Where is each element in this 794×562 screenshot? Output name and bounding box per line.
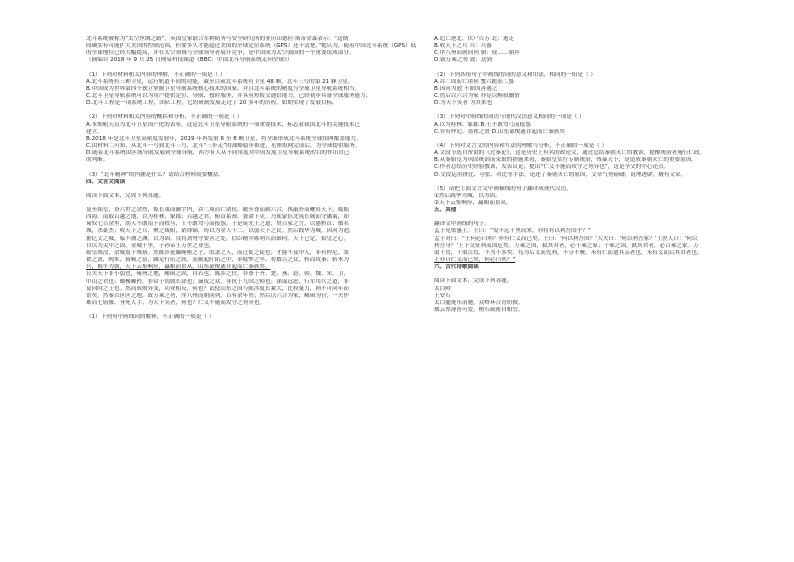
text-line: 太白巃嵸东南驰，众岭环合青纷披。	[434, 299, 524, 306]
text-line: C.然后以六合为家 亦足以畅叙幽情	[434, 93, 520, 100]
text-line: A.吞二周而亡诸侯 蟹六跪而二螯	[434, 78, 515, 85]
text-line: 翟之贤，陶朱、猗顿之富；蹑足行伍之间，而倔起阡陌之中，率疲弊之卒，将数百之众，转而攻秦；斩木为	[86, 257, 349, 264]
text-line: 兵，揭竿为旗，天下云集响应，赢粮而景从。山东豪俊遂并起而亡秦族矣。	[86, 264, 271, 271]
text-line: （4）下列对文言文的内容和写法的理解与分析，不正确的一项是（ ）	[434, 142, 608, 149]
spacer	[434, 107, 764, 114]
text-line: D.随着北斗系统由区域导航发展到全球导航，西方有人从不同角度对中国发展卫星导航系统的目的作出自己	[86, 150, 350, 157]
text-line: B.中国成为世界第四个独立掌握卫星导航系统核心技术的国家，并且北斗系统的精度与全球卫星导航系统相当。	[86, 85, 361, 92]
right-column	[434, 36, 764, 314]
text-line: ①然后践华为城，以为固。	[434, 192, 501, 199]
text-line: 据亿丈之城，临不测之渊，以为固。良将劲弩守要害之处，信臣精卒陈利兵而谁何。天下已定，始皇之心，	[86, 235, 349, 242]
text-line: D.为天下笑者 为其来也	[434, 100, 493, 107]
text-line: A.北斗系统有三种卫星，运行轨道不同的功能，截至目前北斗系统有卫星 48 颗，北斗三号的第 21 颗卫星。	[86, 78, 354, 85]
left-column	[86, 36, 416, 321]
text-line: 间确实有可能扩大美国的控制范围，但要多久才能超过美国的全球定位系统（GPS）还不清楚。”她认为，随着中国北斗系统（GPS）低	[86, 43, 416, 50]
spacer	[86, 186, 416, 193]
text-line: 难而七庙隳，身死人手，为天下笑者，何也？仁义不施而攻守之势异也。	[86, 300, 266, 306]
text-line: 孟子见梁惠王。王曰：“叟不远千里而来，亦将有以利吾国乎？”	[434, 228, 591, 235]
spacer	[434, 65, 764, 72]
text-line: B.因河为池 不如因善遇之	[434, 85, 498, 92]
text-line: 王亦曰仁义而已矣，何必曰利？”	[434, 257, 516, 264]
text-line: 自以为关中之固，金城千里，子孙帝王万世之业也。	[86, 242, 215, 249]
text-line: 烟云厚薄皆可爱，树石疏密自相宜。	[434, 307, 524, 313]
text-line: C.非有仲尼、墨翟之贤 D.山东豪俊遂并起而亡秦族矣	[434, 128, 566, 135]
text-line: 的全球地位已经大幅提高，并在太空领域与全球领导者展开竞争，是中国成为太空强国的一个重要组成部分。	[86, 50, 355, 57]
text-line: （2）下列对材料相关内容的概括和分析，不正确的一项是（ ）	[86, 114, 243, 121]
section-heading: 四、文言文阅读	[86, 178, 126, 185]
text-line: （摘编自 2018 年 9 月 25 日网易科技频道《BBC：中国北斗导航系统走向全球》）	[86, 57, 293, 64]
spacer	[434, 214, 764, 221]
text-line: （1）下列对材料相关内容的理解，不正确的一项是（ ）	[86, 71, 226, 78]
spacer	[434, 136, 764, 143]
text-line: 建立。	[86, 128, 103, 135]
text-line: 匈奴七百余里，胡人不敢南下而牧马，士不敢弯弓而报怨。于是废先王之道，焚百家之言，以愚黔首；隳名	[86, 221, 349, 228]
text-line: A.以为桂林、象郡 B.士不敢弯弓而报怨	[434, 121, 531, 128]
text-line: 北斗系统被称为“太空丝绸之路”。英国皇家联合军种防务与安全研究所的亚历山德拉·斯蒂金森表示：“这期	[86, 36, 349, 42]
text-line: 孟子对曰：“王何必曰利？亦有仁义而已矣。王曰：‘何以利吾国？’大夫曰：‘何以利吾家？’士庶人曰：‘何以	[434, 235, 698, 242]
text-line: 阅读下面文本，完成下列各题。	[434, 278, 513, 285]
text-line: 翻译文中画线的句子。	[434, 221, 490, 228]
text-line: 阅读下面文本，完成下列各题。	[86, 192, 165, 199]
text-line: 及至始皇，奋六世之余烈，振长策而御宇内，吞二周而亡诸侯，履至尊而制六合，执敲扑而鞭笞天下，威振	[86, 206, 349, 213]
text-line: B.收天下之兵 兵：兵器	[434, 43, 492, 50]
text-line: （5）请把上面文言文中画横线的句子翻译成现代汉语。	[434, 185, 572, 192]
text-line: D.致万乘之势 致：达到	[434, 57, 493, 64]
text-line: D.北斗工程是一项系统工程，团队工程，它的研制发展走过了 20 多年的历程，如期实现了发展目标。	[86, 100, 338, 107]
text-line: （2）下列各组句子中画线的词的意义和用法，相同的一组是（ ）	[434, 71, 596, 78]
text-line: C.作者总结历史经验教训，发表议论，提出“仁义不施而攻守之势异也”，这是全文的中心论点。	[434, 164, 670, 171]
text-line: 四海。南取百越之地，以为桂林、象郡；百越之君，俯首系颈，委命下吏。乃使蒙恬北筑长城而守藩篱，却	[86, 214, 349, 221]
text-line: A.追亡逐北，伏尸百万 北：逃走	[434, 36, 515, 42]
text-line: 城，杀豪杰；收天下之兵，聚之咸阳，销锋镝，铸以为金人十二，以弱天下之民。然后践华为城，因河为池，	[86, 228, 355, 235]
text-line: 且夫天下非小弱也，雍州之地，崤函之固，自若也。陈涉之位，非尊于齐、楚、燕、赵、韩、魏、宋、卫、	[86, 271, 349, 278]
text-line: 利吾身？’上下交征利而国危矣。万乘之国，弑其君者，必千乘之家；千乘之国，弑其君者，必百乘之家。万	[434, 242, 699, 249]
text-line: 王安石	[434, 292, 451, 299]
text-line: C.由材料二可知，从北斗一号到北斗三号，北斗“三步走”的战略稳步推进，星座组网完成后，为全球提供服务。	[86, 143, 361, 150]
spacer	[86, 200, 416, 207]
text-line: A.本期航天员为北斗卫星国产化的表率，这是北斗卫星导航系统的一项重要技术，标志着我国北斗的关键技术已	[86, 121, 361, 128]
spacer	[434, 271, 764, 278]
text-line: 及向时之士也。然而成败异变，功业相反，何也？试使山东之国与陈涉度长絜大，比权量力，则不可同年而	[86, 285, 349, 292]
text-line: C.序八州而朝同列 朝：使……朝拜	[434, 50, 520, 57]
spacer	[434, 179, 764, 186]
spacer	[86, 307, 416, 314]
spacer	[86, 107, 416, 114]
text-line: （1）下列句中画线词的解释，不正确的一项是（ ）	[86, 314, 215, 321]
text-line: A.文段节选自贾谊的《过秦论》，这是历史上有名的政论文，通过总结秦朝灭亡的教训，提醒统治者施行仁政。	[434, 150, 706, 157]
text-line: B.从秦始皇为巩固统治而采取的措施来看，秦始皇实行专制统治，残暴天下，是造成秦朝灭亡的重要原因。	[434, 157, 697, 164]
section-heading: 六、古代诗歌阅读	[434, 264, 479, 271]
text-line: C.北斗卫星导航系统可以为用户提供定位、导航、授时服务，并具有短报文通信能力，已经初步具备全球服务能力。	[86, 93, 372, 100]
text-line: ②天下云集响应，赢粮而景从。	[434, 199, 512, 206]
spacer	[86, 165, 416, 172]
text-line: 语矣。然秦以区区之地，致万乘之势，序八州而朝同列，百有余年矣；然后以六合为家，崤函为宫；一夫作	[86, 292, 349, 299]
text-line: B.2018 年是北斗卫星高密度发射年，2019 年再发射 6 至 8 颗卫星，将全面形成北斗系统全球组网覆盖能力。	[86, 135, 362, 142]
text-line: 中山之君也；锄櫌棘矜，非铦于钩戟长铩也；谪戍之众，非抗于九国之师也；深谋远虑，行军用兵之道，非	[86, 278, 349, 285]
text-line: （3）下列句中画线的词语与现代汉语意义相同的一项是（ ）	[434, 114, 585, 121]
text-line: 的判断。	[86, 157, 109, 164]
section-heading: 五、其他	[434, 207, 457, 214]
text-line: （3）“北斗精神”的内涵是什么？请结合材料简要概括。	[86, 171, 225, 178]
text-line: 始皇既没，余威震于殊俗。然陈涉瓮牖绳枢之子，氓隶之人，而迁徙之徒也；才能不及中人，非有仲尼、墨	[86, 249, 349, 256]
text-line: 太白岭	[434, 285, 451, 292]
text-line: D.文段运用排比、夸张、对比等手法，论述了秦朝灭亡的原因，文章气势磅礴，说理透辟，极有文采。	[434, 171, 687, 178]
spacer	[86, 65, 416, 72]
text-line: 取千焉，千取百焉，不为不多矣。苟为后义而先利，不夺不餍。未有仁而遗其亲者也，未有义而后其君者也。	[434, 249, 703, 256]
